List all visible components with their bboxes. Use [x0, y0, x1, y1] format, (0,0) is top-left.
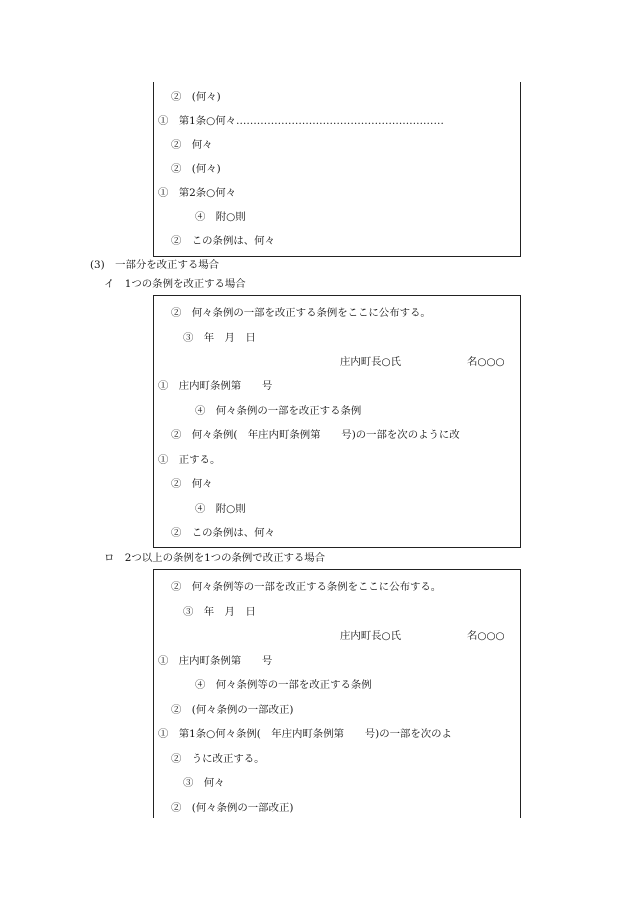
box1-line-7: ② この条例は、何々 — [171, 235, 275, 247]
example-box-1 — [153, 82, 521, 257]
box2-line-2: ③ 年 月 日 — [183, 332, 256, 344]
box3-line-1: ② 何々条例等の一部を改正する条例をここに公布する。 — [171, 581, 442, 593]
box3-line-3a: 庄内町長○氏 — [340, 630, 402, 642]
box1-line-1: ② (何々) — [171, 91, 221, 103]
box2-line-4: ① 庄内町条例第 号 — [158, 380, 273, 392]
example-box-3 — [153, 569, 521, 818]
box1-line-3: ② 何々 — [171, 139, 213, 151]
box1-line-6: ④ 附○則 — [195, 211, 246, 223]
section-3-heading: (3) 一部分を改正する場合 — [90, 259, 220, 271]
box3-line-3b: 名○○○ — [467, 630, 505, 642]
box2-line-9: ④ 附○則 — [195, 503, 246, 515]
box2-line-10: ② この条例は、何々 — [171, 527, 275, 539]
box1-line-5: ① 第2条○何々 — [158, 187, 237, 199]
box2-line-8: ② 何々 — [171, 478, 213, 490]
box3-line-4: ① 庄内町条例第 号 — [158, 655, 273, 667]
box1-line-2: ① 第1条○何々…………………………………………………… — [158, 115, 444, 127]
box2-line-5: ④ 何々条例の一部を改正する条例 — [195, 405, 362, 417]
subsection-i-heading: イ 1つの条例を改正する場合 — [104, 278, 246, 290]
box3-line-7: ① 第1条○何々条例( 年庄内町条例第 号)の一部を次のよ — [158, 728, 452, 740]
box2-line-1: ② 何々条例の一部を改正する条例をここに公布する。 — [171, 307, 431, 319]
box3-line-5: ④ 何々条例等の一部を改正する条例 — [195, 679, 372, 691]
box3-line-8: ② うに改正する。 — [171, 753, 265, 765]
box2-line-6: ② 何々条例( 年庄内町条例第 号)の一部を次のように改 — [171, 429, 460, 441]
box2-line-3b: 名○○○ — [467, 356, 505, 368]
box3-line-9: ③ 何々 — [183, 777, 225, 789]
box3-line-2: ③ 年 月 日 — [183, 606, 256, 618]
subsection-ro-heading: ロ 2つ以上の条例を1つの条例で改正する場合 — [104, 552, 326, 564]
box2-line-7: ① 正する。 — [158, 454, 221, 466]
box1-line-4: ② (何々) — [171, 163, 221, 175]
box3-line-6: ② (何々条例の一部改正) — [171, 704, 294, 716]
example-box-2 — [153, 295, 521, 548]
box3-line-10: ② (何々条例の一部改正) — [171, 802, 294, 814]
box2-line-3a: 庄内町長○氏 — [340, 356, 402, 368]
